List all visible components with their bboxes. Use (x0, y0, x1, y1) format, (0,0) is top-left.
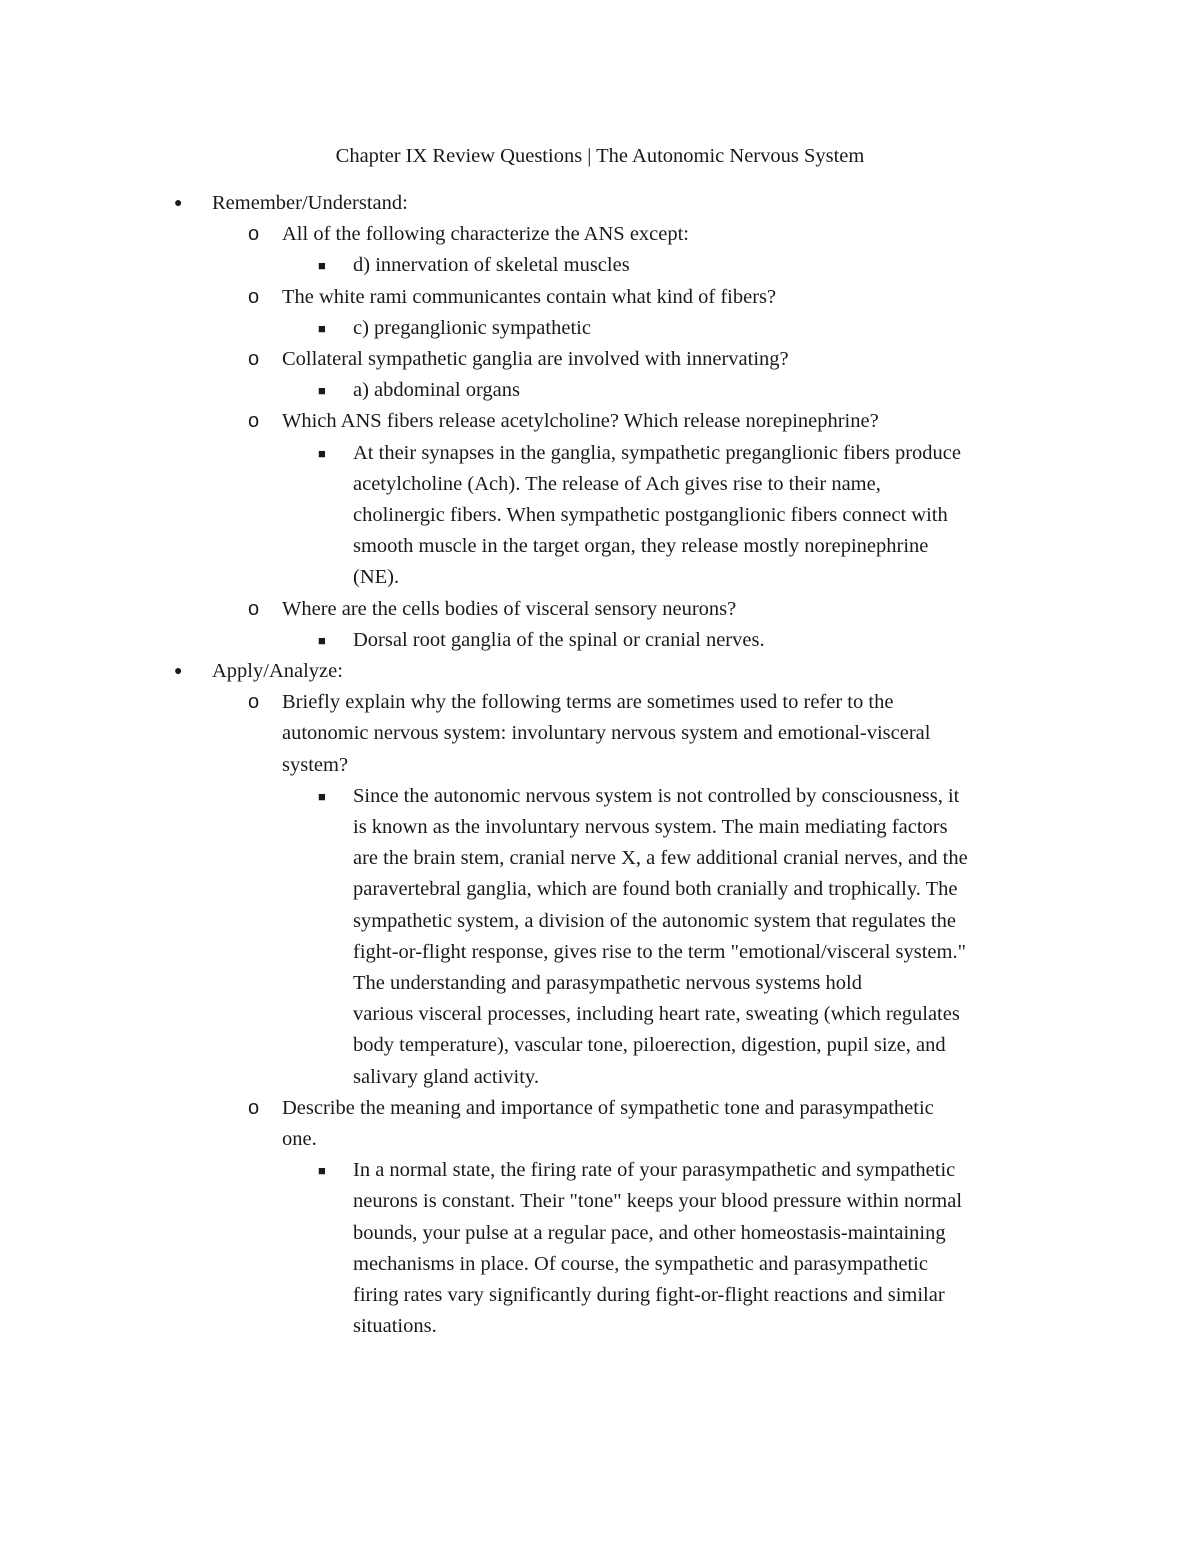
question-text: one. (282, 1128, 317, 1150)
bullet-marker-level-2: o (248, 348, 260, 370)
answer-text: paravertebral ganglia, which are found both cranially and trophically. The (353, 878, 958, 901)
bullet-marker-level-2: o (248, 285, 260, 308)
answer-text: The understanding and parasympathetic nervous systems hold (353, 972, 862, 994)
question-text: Describe the meaning and importance of sympathetic tone and parasympathetic (282, 1096, 934, 1119)
bullet-marker-level-3: ■ (318, 788, 326, 804)
answer-text: Since the autonomic nervous system is not controlled by consciousness, it (353, 784, 960, 807)
question-text: Collateral sympathetic ganglia are involved with innervating? (282, 348, 789, 370)
bullet-marker-level-2: o (248, 1096, 260, 1119)
bullet-marker-level-3: ■ (318, 445, 326, 461)
answer-text: In a normal state, the firing rate of your parasympathetic and sympathetic (353, 1159, 956, 1182)
section-heading: Remember/Understand: (212, 192, 408, 214)
answer-text: Dorsal root ganglia of the spinal or cranial nerves. (353, 628, 765, 651)
section-heading: Apply/Analyze: (212, 660, 343, 682)
answer-text: At their synapses in the ganglia, sympathetic preganglionic fibers produce (353, 441, 961, 464)
bullet-marker-level-2: o (248, 597, 260, 620)
answer-text: a) abdominal organs (353, 379, 520, 402)
question-text: Which ANS fibers release acetylcholine? Which release norepinephrine? (282, 410, 879, 433)
answer-text: bounds, your pulse at a regular pace, and other homeostasis-maintaining (353, 1221, 946, 1244)
question-text: The white rami communicantes contain what kind of fibers? (282, 285, 777, 308)
answer-text: mechanisms in place. Of course, the sympathetic and parasympathetic (353, 1252, 928, 1275)
bullet-marker-level-3: ■ (318, 632, 326, 648)
document-title: Chapter IX Review Questions | The Autonomic Nervous System (335, 145, 865, 167)
answer-text: cholinergic fibers. When sympathetic postganglionic fibers connect with (353, 504, 948, 526)
answer-text: neurons is constant. Their "tone" keeps your blood pressure within normal (353, 1190, 963, 1213)
question-text: Where are the cells bodies of visceral sensory neurons? (282, 597, 737, 620)
bullet-marker-level-1: ● (174, 196, 183, 211)
bullet-marker-level-3: ■ (318, 258, 326, 274)
answer-text: various visceral processes, including heart rate, sweating (which regulates (353, 1003, 960, 1026)
bullet-marker-level-1: ● (174, 664, 183, 679)
bullet-marker-level-2: o (248, 410, 260, 433)
answer-text: firing rates vary significantly during fight-or-flight reactions and similar (353, 1284, 945, 1306)
bullet-marker-level-3: ■ (318, 1163, 326, 1179)
answer-text: sympathetic system, a division of the autonomic system that regulates the (353, 909, 956, 932)
answer-text: salivary gland activity. (353, 1065, 539, 1088)
answer-text: is known as the involuntary nervous system. The main mediating factors (353, 816, 948, 838)
answer-text: situations. (353, 1315, 437, 1338)
answer-text: smooth muscle in the target organ, they release mostly norepinephrine (353, 535, 929, 558)
bullet-marker-level-2: o (248, 223, 260, 246)
bullet-marker-level-2: o (248, 691, 260, 714)
answer-text: are the brain stem, cranial nerve X, a few additional cranial nerves, and the (353, 847, 968, 870)
answer-text: (NE). (353, 566, 400, 589)
question-text: system? (282, 753, 349, 776)
question-text: All of the following characterize the ANS except: (282, 223, 690, 246)
bullet-marker-level-3: ■ (318, 320, 326, 336)
answer-text: acetylcholine (Ach). The release of Ach gives rise to their name, (353, 472, 881, 495)
question-text: Briefly explain why the following terms are sometimes used to refer to the (282, 691, 894, 714)
bullet-marker-level-3: ■ (318, 383, 326, 399)
answer-text: d) innervation of skeletal muscles (353, 254, 630, 277)
answer-text: c) preganglionic sympathetic (353, 316, 591, 339)
answer-text: fight-or-flight response, gives rise to the term "emotional/visceral system." (353, 940, 966, 963)
answer-text: body temperature), vascular tone, piloerection, digestion, pupil size, and (353, 1034, 946, 1057)
question-text: autonomic nervous system: involuntary nervous system and emotional-visceral (282, 722, 931, 745)
